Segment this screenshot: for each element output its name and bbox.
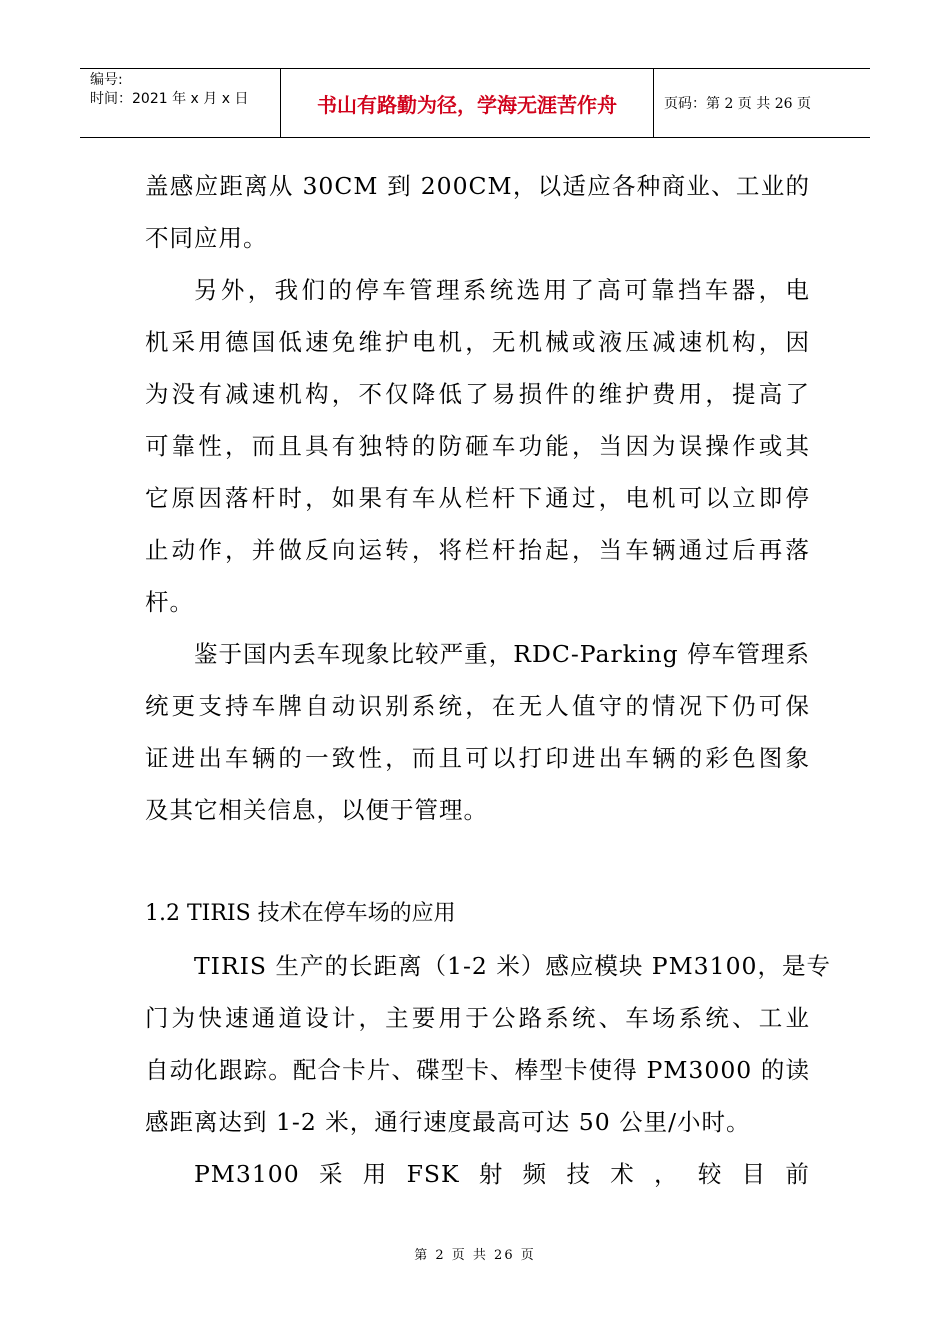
paragraph-line: 感距离达到 1-2 米，通行速度最高可达 50 公里/小时。 [145, 1108, 751, 1136]
word: 术 [610, 1160, 635, 1188]
document-number-label: 编号: [90, 72, 123, 88]
page-header [80, 68, 870, 138]
paragraph-line: 盖感应距离从 30CM 到 200CM，以适应各种商业、工业的 [145, 172, 810, 200]
paragraph-line: 门为快速通道设计，主要用于公路系统、车场系统、工业 [145, 1004, 810, 1032]
paragraph-line: 机采用德国低速免维护电机，无机械或液压减速机构，因 [145, 328, 810, 356]
word: 目 [741, 1160, 767, 1188]
paragraph-line: 鉴于国内丢车现象比较严重，RDC-Parking 停车管理系 [194, 640, 810, 668]
document-date-label: 时间：2021 年 x 月 x 日 [90, 91, 249, 107]
word: PM3100 [194, 1160, 300, 1188]
paragraph-line: 另外，我们的停车管理系统选用了高可靠挡车器，电 [194, 276, 810, 304]
header-meta [80, 69, 281, 137]
header-motto: 书山有路勤为径，学海无涯苦作舟 [281, 69, 654, 137]
paragraph-line: 杆。 [145, 588, 194, 616]
paragraph-line: 自动化跟踪。配合卡片、碟型卡、棒型卡使得 PM3000 的读 [145, 1056, 810, 1084]
word: 前 [785, 1160, 810, 1188]
paragraph-line: 它原因落杆时，如果有车从栏杆下通过，电机可以立即停 [145, 484, 810, 512]
paragraph-line: TIRIS 生产的长距离（1-2 米）感应模块 PM3100，是专 [194, 952, 831, 980]
paragraph-line: 可靠性，而且具有独特的防砸车功能，当因为误操作或其 [145, 432, 810, 460]
word: FSK [406, 1160, 460, 1188]
word: 频 [522, 1160, 548, 1188]
word: ， [654, 1160, 679, 1188]
page-footer: 第 2 页 共 26 页 [414, 1248, 536, 1263]
paragraph-line: 及其它相关信息，以便于管理。 [145, 796, 488, 824]
word: 射 [478, 1160, 504, 1188]
spacer [145, 836, 810, 888]
section-heading: 1.2 TIRIS 技术在停车场的应用 [145, 901, 456, 926]
word: 技 [566, 1160, 591, 1188]
word: 采 [318, 1160, 344, 1188]
paragraph-line: 证进出车辆的一致性，而且可以打印进出车辆的彩色图象 [145, 744, 810, 772]
paragraph-line-spread [145, 1148, 810, 1200]
paragraph-line: 为没有减速机构，不仅降低了易损件的维护费用，提高了 [145, 380, 810, 408]
paragraph-line: 统更支持车牌自动识别系统，在无人值守的情况下仍可保 [145, 692, 810, 720]
paragraph-line: 止动作，并做反向运转，将栏杆抬起，当车辆通过后再落 [145, 536, 810, 564]
header-page-info: 页码：第 2 页 共 26 页 [664, 96, 811, 112]
paragraph-line: 不同应用。 [145, 224, 268, 252]
word: 较 [697, 1160, 723, 1188]
word: 用 [362, 1160, 388, 1188]
document-body [145, 160, 831, 1200]
